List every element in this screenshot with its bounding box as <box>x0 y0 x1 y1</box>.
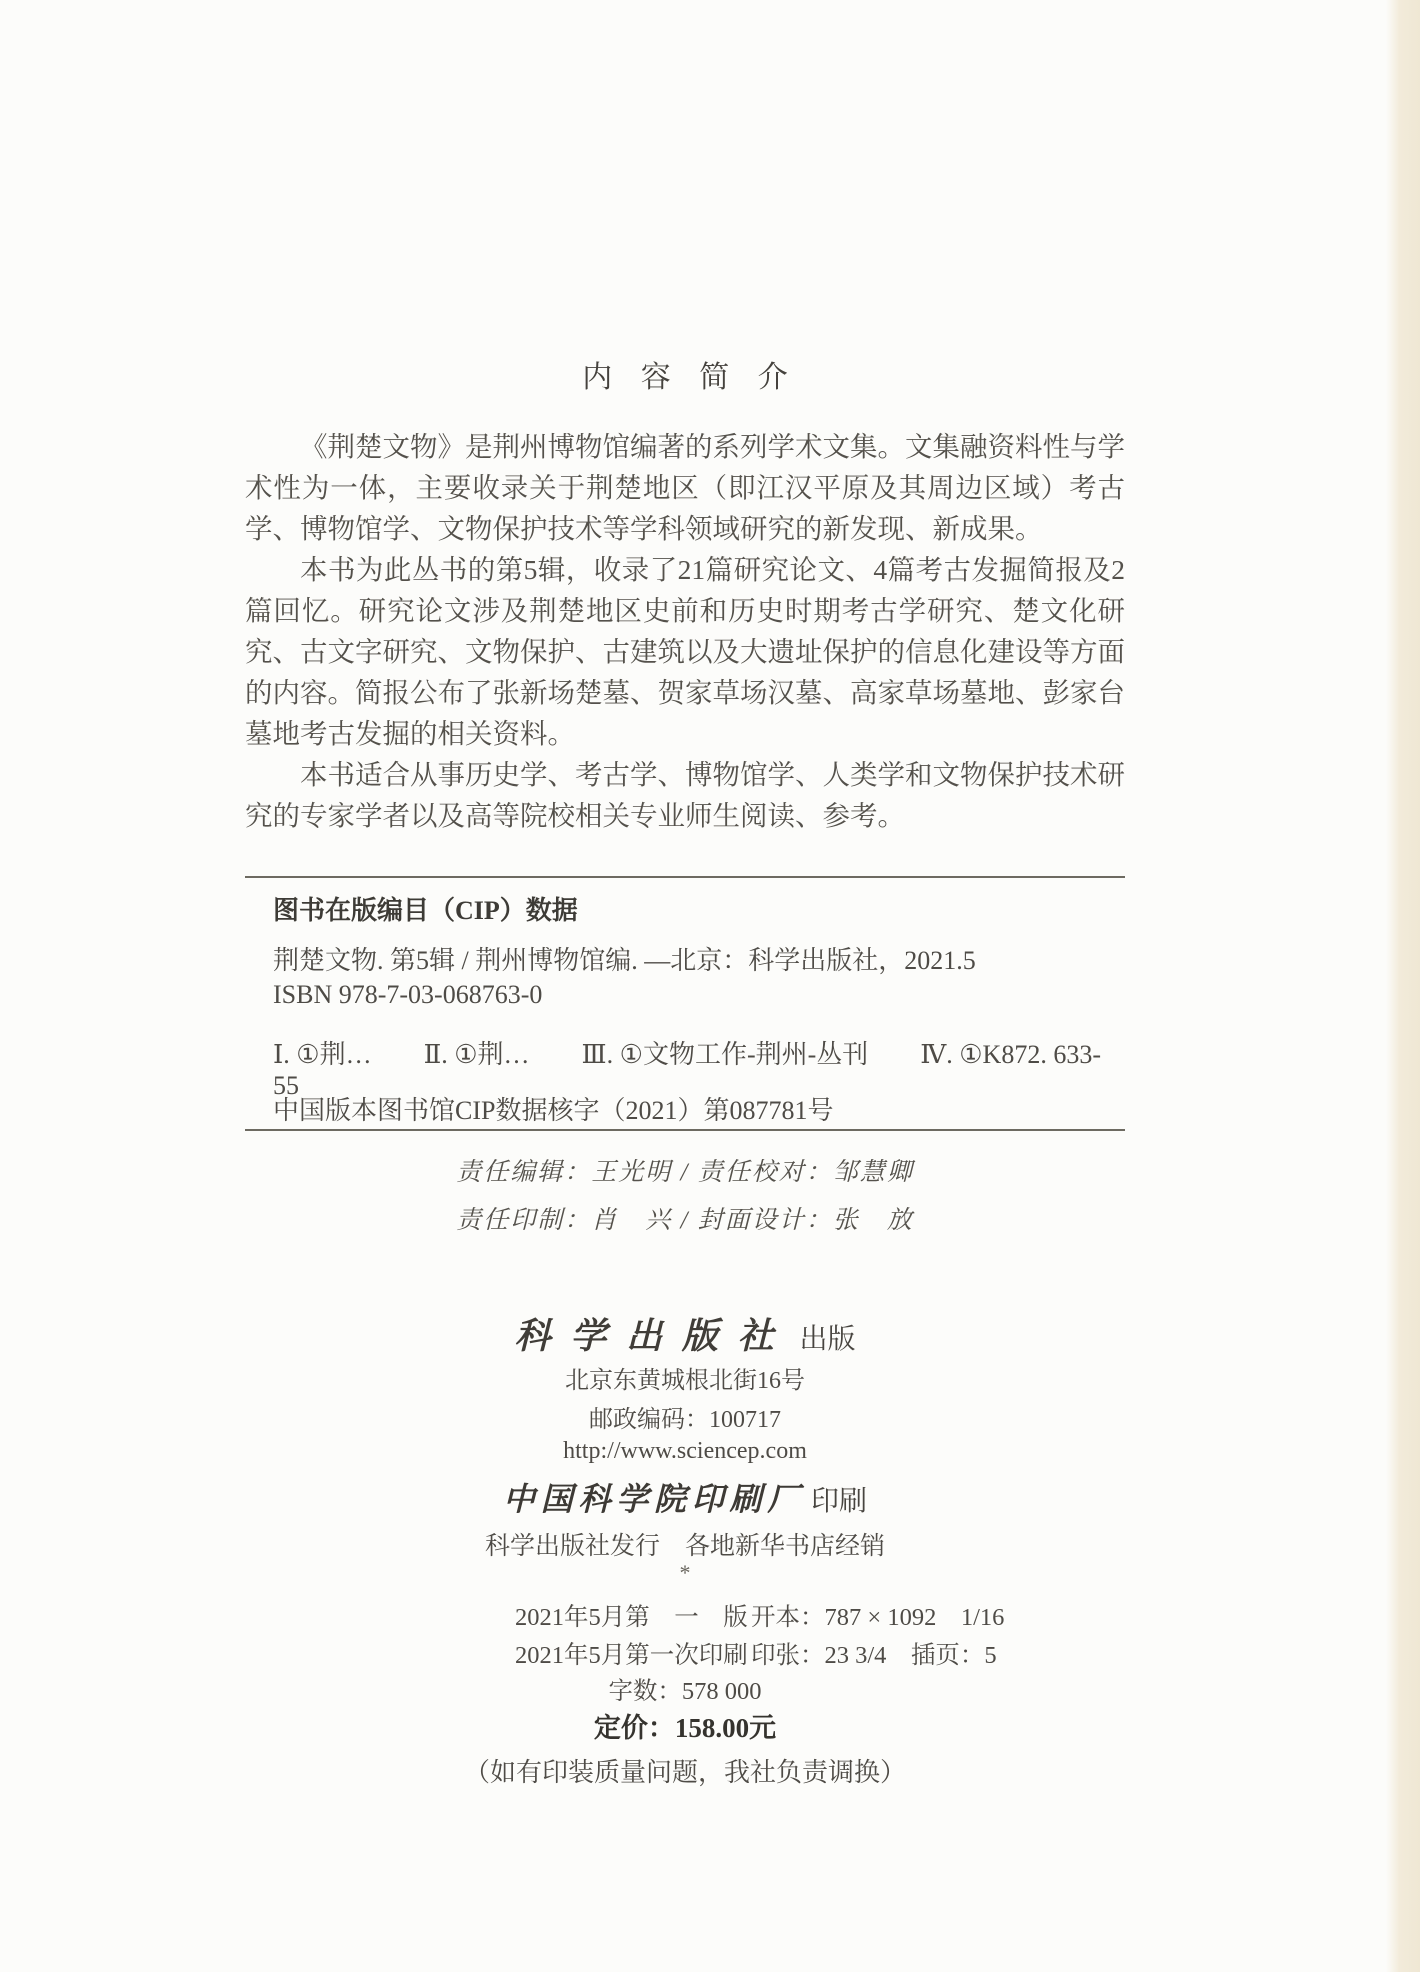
cip-isbn-line: ISBN 978-7-03-068763-0 <box>273 980 543 1009</box>
edition-row-1 <box>515 1598 1004 1633</box>
printer-label: 印刷 <box>811 1486 868 1517</box>
cip-data-box <box>245 876 1125 1131</box>
price-label: 定价： <box>593 1713 675 1743</box>
edition-date-line: 2021年5月第 一 版 <box>515 1604 748 1631</box>
page-title: 内容简介 <box>582 361 817 394</box>
sheets-spec: 印张：23 3/4 插页：5 <box>751 1642 997 1669</box>
printer-line <box>245 1474 1125 1520</box>
quality-notice: （如有印装质量问题，我社负责调换） <box>463 1758 906 1787</box>
distribution-line: 科学出版社发行 各地新华书店经销 <box>484 1533 885 1560</box>
format-spec: 开本：787 × 1092 1/16 <box>751 1604 1005 1631</box>
editor-credits-line: 责任编辑：王光明 / 责任校对：邹慧卿 <box>456 1159 914 1186</box>
intro-paragraph-2: 本书为此丛书的第5辑，收录了21篇研究论文、4篇考古发掘简报及2篇回忆。研究论文涉及荆楚地区史前和历史时期考古学研究、楚文化研究、古文字研究、文物保护、古建筑以及大遗址保护的信息化建设等方面的内容。简报公布了张新场楚墓、贺家草场汉墓、高家草场墓地、彭家台墓地考古发掘的相关资料。 <box>245 554 1125 749</box>
printer-name-logotype: 中国科学院印刷厂 <box>502 1481 806 1517</box>
publisher-postcode: 邮政编码：100717 <box>589 1407 781 1433</box>
publisher-address: 北京东黄城根北街16号 <box>565 1368 805 1394</box>
word-count-line: 字数：578 000 <box>608 1678 762 1705</box>
intro-paragraph-3: 本书适合从事历史学、考古学、博物馆学、人类学和文物保护技术研究的专家学者以及高等院校相关专业师生阅读、参考。 <box>245 759 1125 831</box>
intro-section <box>245 426 1125 836</box>
page-content <box>245 0 1125 1972</box>
publish-label: 出版 <box>799 1324 856 1355</box>
price-value: 158.00元 <box>674 1713 777 1743</box>
price-line <box>245 1706 1125 1745</box>
star-separator: * <box>679 1560 691 1585</box>
publisher-line <box>245 1308 1125 1359</box>
cip-registry-line: 中国版本图书馆CIP数据核字（2021）第087781号 <box>273 1096 834 1125</box>
edition-row-2 <box>515 1636 997 1671</box>
page-edge-shading <box>1386 0 1420 1972</box>
printing-design-credits-line: 责任印制：肖 兴 / 封面设计：张 放 <box>456 1207 914 1234</box>
publisher-name-logotype: 科学出版社 <box>514 1316 794 1356</box>
cip-classification-line: Ⅰ. ①荆… Ⅱ. ①荆… Ⅲ. ①文物工作-荆州-丛刊 Ⅳ. ①K872. 633-55 <box>273 1040 1101 1100</box>
printing-date-line: 2021年5月第一次印刷 <box>515 1642 748 1669</box>
intro-paragraph-1: 《荆楚文物》是荆州博物馆编著的系列学术文集。文集融资料性与学术性为一体，主要收录关于荆楚地区（即江汉平原及其周边区域）考古学、博物馆学、文物保护技术等学科领域研究的新发现、新成果。 <box>245 431 1125 544</box>
publisher-website: http://www.sciencep.com <box>563 1438 807 1464</box>
cip-heading: 图书在版编目（CIP）数据 <box>273 896 578 925</box>
cip-record-line: 荆楚文物. 第5辑 / 荆州博物馆编. —北京：科学出版社，2021.5 <box>273 946 976 975</box>
